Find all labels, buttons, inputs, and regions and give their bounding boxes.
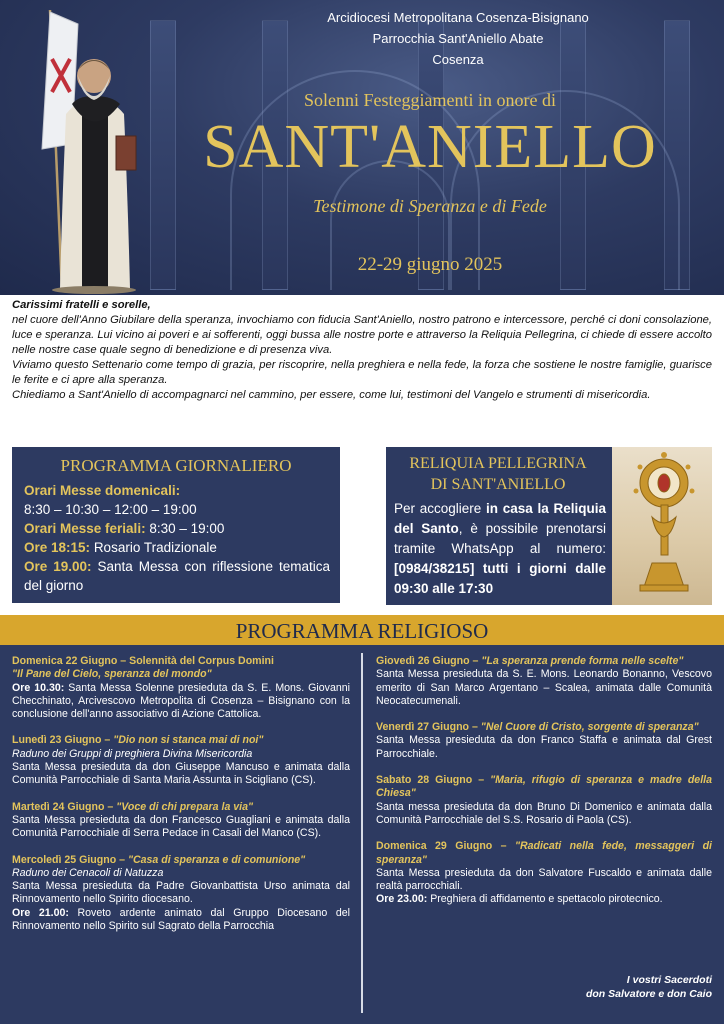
relic-text xyxy=(394,499,606,599)
event-time: Ore 10.30: xyxy=(12,681,65,694)
day-subtitle: Raduno dei Gruppi di preghiera Divina Misericordia xyxy=(12,747,253,760)
program-day-26 xyxy=(376,655,712,708)
religious-program xyxy=(0,645,724,1024)
sunday-masses-times: 8:30 – 10:30 – 12:00 – 19:00 xyxy=(24,502,197,517)
program-day-29 xyxy=(376,840,712,906)
day-theme: "Nel Cuore di Cristo, sorgente di speranza" xyxy=(480,721,699,734)
event-text: Santa Messa presieduta da don Giuseppe Mancuso e animata dalla Comunità Parrocchiale di Santa Maria Assunta in Scigliano (CS). xyxy=(12,761,350,787)
religious-program-title: PROGRAMMA RELIGIOSO xyxy=(235,619,489,643)
event-text: Roveto ardente animato dal Gruppo Diocesano del Rinnovamento nello Spirito sul Sagrato della Parrocchia xyxy=(12,906,350,933)
program-column-right xyxy=(376,655,712,920)
program-day-24 xyxy=(12,801,350,841)
event-time: Ore 23.00: xyxy=(376,893,428,906)
day-subtitle: Raduno dei Cenacoli di Natuzza xyxy=(12,866,164,879)
daily-program-title: PROGRAMMA GIORNALIERO xyxy=(60,456,292,475)
relic-title-line-2: DI SANT'ANIELLO xyxy=(430,476,566,493)
signature xyxy=(586,973,712,1001)
evening-mass-time: Ore 19.00: xyxy=(24,559,92,574)
day-theme: "Radicati nella fede, messaggeri di speranza" xyxy=(376,840,712,866)
signature-line-2: don Salvatore e don Caio xyxy=(585,988,712,1000)
day-theme: "Voce di chi prepara la via" xyxy=(116,800,254,813)
daily-program-box xyxy=(12,447,340,603)
weekday-masses-label: Orari Messe feriali: xyxy=(24,521,146,536)
program-day-23 xyxy=(12,734,350,787)
rosary xyxy=(12,538,340,557)
relic-text-part: , è possibile prenotarsi tramite WhatsApp al numero: xyxy=(394,521,606,556)
event-dates: 22-29 giugno 2025 xyxy=(357,254,503,275)
rosary-time: Ore 18:15: xyxy=(24,540,91,555)
column-divider xyxy=(361,653,363,1013)
event-text: Santa Messa presieduta da Padre Giovanbattista Urso animata dal Rinnovamento nello Spirito diocesano. xyxy=(12,880,350,906)
day-theme: "Maria, rifugio di speranza e madre della Chiesa" xyxy=(376,774,712,800)
evening-mass xyxy=(12,557,340,595)
day-heading: Mercoledì 25 Giugno – xyxy=(12,853,128,866)
event-time: Ore 21.00: xyxy=(12,906,69,919)
program-day-28 xyxy=(376,774,712,827)
evening-mass-text: Santa Messa con riflessione tematica del giorno xyxy=(24,559,330,593)
sunday-masses-label: Orari Messe domenicali: xyxy=(24,483,181,498)
event-title: SANT'ANIELLO xyxy=(203,113,657,181)
program-day-25 xyxy=(12,854,350,934)
day-theme: "Dio non si stanca mai di noi" xyxy=(113,734,264,747)
event-text: Santa Messa presieduta da don Franco Staffa e animata dal Grest Parrocchiale. xyxy=(376,734,712,760)
signature-line-1: I vostri Sacerdoti xyxy=(626,974,712,986)
event-text: Santa Messa presieduta da don Francesco Guagliani e animata dalla Comunità Parrocchiale di Serra Pedace in Casali del Manco (CS). xyxy=(12,813,350,840)
religious-program-banner xyxy=(0,615,724,645)
day-heading: Domenica 22 Giugno – Solennità del Corpus Domini xyxy=(12,655,274,667)
day-heading: Venerdì 27 Giugno – xyxy=(376,721,481,734)
letter-greeting: Carissimi fratelli e sorelle, xyxy=(12,299,151,311)
letter-paragraph: Chiediamo a Sant'Aniello di accompagnarci nel cammino, per essere, come lui, testimoni del Vangelo e strumenti di misericordia. xyxy=(12,389,651,401)
day-heading: Martedì 24 Giugno – xyxy=(12,800,117,813)
institution-line-3: Cosenza xyxy=(432,52,484,67)
weekday-masses xyxy=(12,519,340,538)
relic-contact: [0984/38215] tutti i giorni dalle 09:30 alle 17:30 xyxy=(394,561,606,596)
program-day-27 xyxy=(376,721,712,761)
letter-paragraph: nel cuore dell'Anno Giubilare della speranza, invochiamo con fiducia Sant'Aniello, nostro patrono e intercessore, perché ci doni consolazione, luce e speranza. Lui vicino ai poveri e ai sofferenti, oggi bussa alle nostre porte e attraverso la Reliquia Pellegrina, ci chiede di essere accolto nelle nostre case quale segno di benedizione e di presenza viva. xyxy=(12,314,712,356)
event-text: Preghiera di affidamento e spettacolo pirotecnico. xyxy=(427,893,663,906)
day-heading: Lunedì 23 Giugno – xyxy=(12,734,114,747)
day-heading: Sabato 28 Giugno – xyxy=(376,774,491,787)
header-banner xyxy=(0,0,724,295)
relic-title-line-1: RELIQUIA PELLEGRINA xyxy=(409,455,587,472)
event-text: Santa Messa Solenne presieduta da S. E. Mons. Giovanni Checchinato, Arcivescovo Metropolita di Cosenza – Bisignano con la conclusione dell'anno associativo di Azione Cattolica. xyxy=(12,681,350,721)
relic-text-bold: in casa la Reliquia del Santo xyxy=(394,501,607,536)
day-theme: "Il Pane del Cielo, speranza del mondo" xyxy=(12,668,212,681)
day-heading: Giovedì 26 Giugno – xyxy=(376,655,482,667)
program-column-left xyxy=(12,655,350,946)
pastoral-letter xyxy=(12,298,712,403)
institution-line-2: Parrocchia Sant'Aniello Abate xyxy=(372,31,544,46)
saint-statue-image xyxy=(32,4,142,294)
event-text: Santa messa presieduta da don Bruno Di Domenico e animata dalla Comunità Parrocchiale del S.S. Rosario di Paola (CS). xyxy=(376,800,712,826)
relic-text-part: Per accogliere xyxy=(394,501,487,516)
pilgrim-relic-box xyxy=(386,447,712,605)
event-pretitle: Solenni Festeggiamenti in onore di xyxy=(304,90,556,110)
institution-line-1: Arcidiocesi Metropolitana Cosenza-Bisignano xyxy=(327,10,589,25)
event-text: Santa Messa presieduta da S. E. Mons. Leonardo Bonanno, Vescovo emerito di San Marco Argentano – Scalea, animata dalle Comunità Neocatecumenali. xyxy=(376,668,712,707)
weekday-masses-times: 8:30 – 19:00 xyxy=(149,521,225,536)
day-heading: Domenica 29 Giugno – xyxy=(376,840,515,853)
event-motto: Testimone di Speranza e di Fede xyxy=(313,196,547,216)
rosary-text: Rosario Tradizionale xyxy=(93,540,217,555)
program-day-22 xyxy=(12,655,350,721)
reliquary-image xyxy=(612,447,712,605)
day-theme: "Casa di speranza e di comunione" xyxy=(127,853,306,866)
event-text: Santa Messa presieduta da don Salvatore Fuscaldo e animata dalle realtà parrocchiali. xyxy=(376,866,712,893)
letter-paragraph: Viviamo questo Settenario come tempo di grazia, per riscoprire, nella preghiera e nella fede, la forza che sostiene le nostre famiglie, guarisce le ferite e ci apre alla speranza. xyxy=(12,359,712,386)
relic-title xyxy=(386,453,610,495)
day-theme: "La speranza prende forma nelle scelte" xyxy=(481,655,684,667)
sunday-masses xyxy=(12,481,340,500)
